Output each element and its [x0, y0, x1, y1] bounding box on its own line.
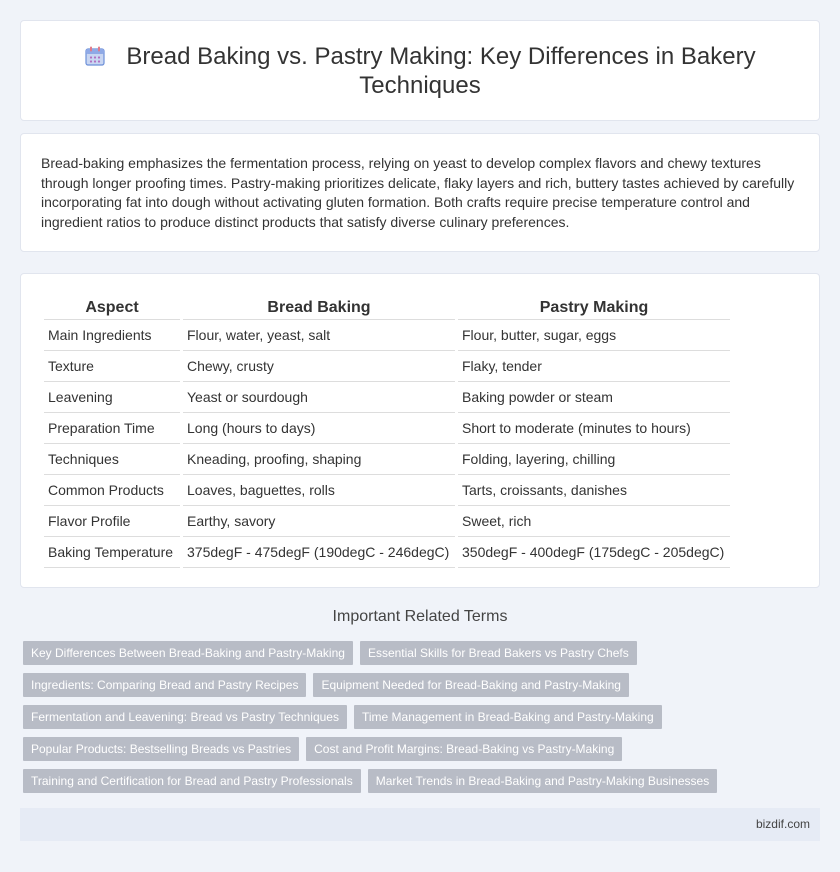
related-term-tag[interactable]: Essential Skills for Bread Bakers vs Pastry Chefs [360, 641, 637, 665]
related-term-tag[interactable]: Time Management in Bread-Baking and Pastry-Making [354, 705, 662, 729]
column-header-pastry-making: Pastry Making [458, 292, 730, 320]
row-aspect-cell: Leavening [44, 382, 180, 413]
table-row [44, 537, 730, 568]
table-row [44, 320, 730, 351]
comparison-table-card [20, 273, 820, 588]
calendar-icon [84, 45, 106, 67]
header-card [20, 20, 820, 121]
row-pastry-cell: 350degF - 400degF (175degC - 205degC) [458, 537, 730, 568]
row-aspect-cell: Techniques [44, 444, 180, 475]
row-bread-cell: Earthy, savory [183, 506, 455, 537]
page-title [70, 42, 770, 100]
row-aspect-cell: Baking Temperature [44, 537, 180, 568]
column-header-aspect: Aspect [44, 292, 180, 320]
row-pastry-cell: Sweet, rich [458, 506, 730, 537]
row-aspect-cell: Flavor Profile [44, 506, 180, 537]
page-title-text: Bread Baking vs. Pastry Making: Key Differences in Bakery Techniques [126, 42, 756, 99]
tag-row [23, 769, 823, 793]
table-row [44, 444, 730, 475]
row-aspect-cell: Texture [44, 351, 180, 382]
row-pastry-cell: Baking powder or steam [458, 382, 730, 413]
related-terms-heading: Important Related Terms [332, 608, 508, 625]
row-aspect-cell: Preparation Time [44, 413, 180, 444]
intro-card [20, 133, 820, 252]
footer-brand-link[interactable]: bizdif.com [755, 817, 810, 831]
intro-paragraph: Bread-baking emphasizes the fermentation process, relying on yeast to develop complex flavors and chewy textures through longer proofing times. Pastry-making prioritizes delicate, flaky layers and rich, buttery tastes achieved by carefully incorporating fat into dough without activating gluten formation. Both crafts require precise temperature control and ingredient ratios to produce distinct products that satisfy diverse culinary preferences. [41, 155, 795, 230]
table-row [44, 351, 730, 382]
row-pastry-cell: Flour, butter, sugar, eggs [458, 320, 730, 351]
row-bread-cell: Yeast or sourdough [183, 382, 455, 413]
table-header-row [44, 292, 730, 320]
table-row [44, 413, 730, 444]
row-bread-cell: Loaves, baguettes, rolls [183, 475, 455, 506]
row-bread-cell: Long (hours to days) [183, 413, 455, 444]
tag-row [23, 673, 823, 697]
row-pastry-cell: Short to moderate (minutes to hours) [458, 413, 730, 444]
table-row [44, 506, 730, 537]
related-term-tag[interactable]: Fermentation and Leavening: Bread vs Pastry Techniques [23, 705, 347, 729]
related-terms-list [23, 641, 823, 801]
related-term-tag[interactable]: Equipment Needed for Bread-Baking and Pastry-Making [313, 673, 629, 697]
row-pastry-cell: Flaky, tender [458, 351, 730, 382]
related-term-tag[interactable]: Ingredients: Comparing Bread and Pastry Recipes [23, 673, 306, 697]
row-aspect-cell: Main Ingredients [44, 320, 180, 351]
row-bread-cell: Kneading, proofing, shaping [183, 444, 455, 475]
row-bread-cell: Flour, water, yeast, salt [183, 320, 455, 351]
related-term-tag[interactable]: Popular Products: Bestselling Breads vs Pastries [23, 737, 299, 761]
tag-row [23, 737, 823, 761]
row-bread-cell: 375degF - 475degF (190degC - 246degC) [183, 537, 455, 568]
related-term-tag[interactable]: Key Differences Between Bread-Baking and Pastry-Making [23, 641, 353, 665]
footer [20, 808, 820, 841]
row-pastry-cell: Folding, layering, chilling [458, 444, 730, 475]
related-term-tag[interactable]: Training and Certification for Bread and Pastry Professionals [23, 769, 361, 793]
comparison-table [41, 292, 733, 568]
tag-row [23, 641, 823, 665]
row-aspect-cell: Common Products [44, 475, 180, 506]
row-bread-cell: Chewy, crusty [183, 351, 455, 382]
table-row [44, 382, 730, 413]
related-term-tag[interactable]: Cost and Profit Margins: Bread-Baking vs Pastry-Making [306, 737, 622, 761]
related-term-tag[interactable]: Market Trends in Bread-Baking and Pastry-Making Businesses [368, 769, 718, 793]
row-pastry-cell: Tarts, croissants, danishes [458, 475, 730, 506]
table-row [44, 475, 730, 506]
tag-row [23, 705, 823, 729]
column-header-bread-baking: Bread Baking [183, 292, 455, 320]
